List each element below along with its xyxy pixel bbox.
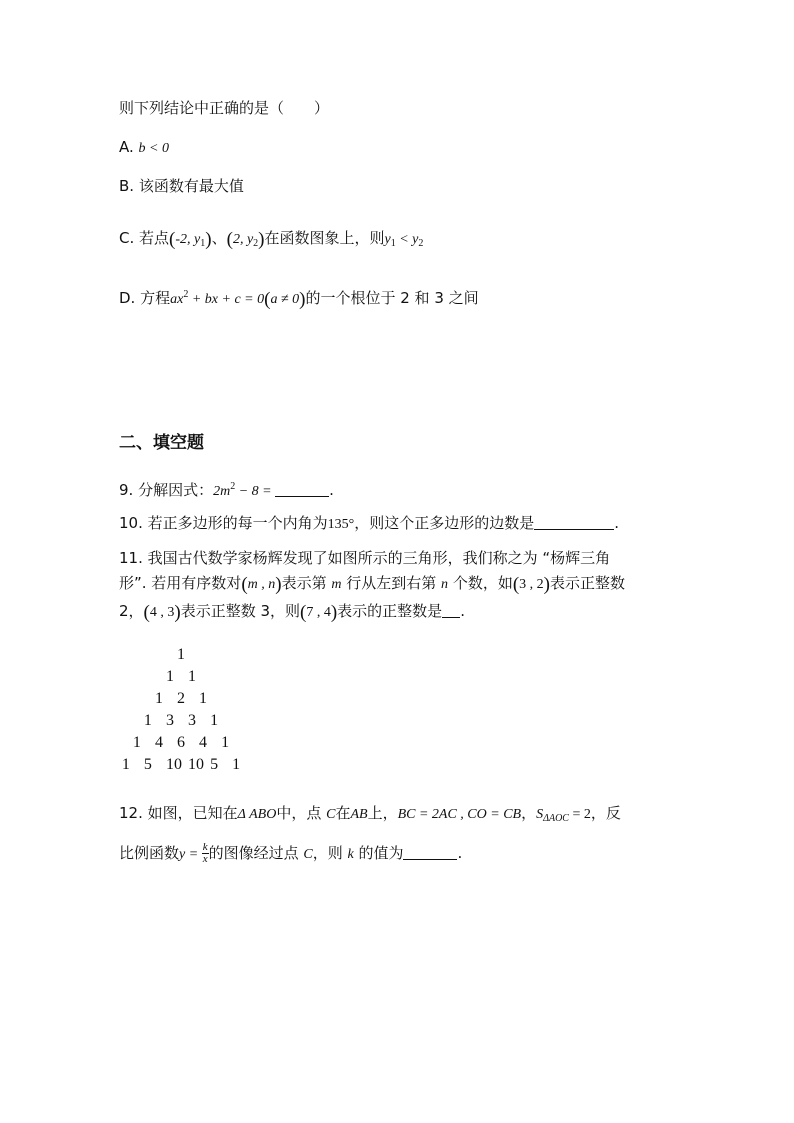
triangle-entry: 2 — [177, 690, 185, 707]
section-heading: 二、填空题 — [119, 433, 204, 453]
ordered-pair: 3 , 2 — [519, 577, 544, 592]
triangle-entry: 1 — [154, 690, 163, 707]
triangle-entry: 3 — [188, 712, 197, 729]
triangle-entry: 10 — [165, 756, 182, 773]
separator: 、 — [211, 229, 227, 247]
ordered-pair: 7 , 4 — [306, 605, 331, 620]
option-math: b < 0 — [138, 141, 169, 156]
q10: 10. 若正多边形的每一个内角为135°，则这个正多边形的边数是 . — [119, 514, 620, 532]
option-text: 方程 — [140, 289, 171, 307]
q12-line-1: 12. 如图，已知在Δ ABO中，点 C在AB上，BC = 2AC , CO = CB，$S_{\Delta AOC} = 2$，反 — [119, 804, 621, 824]
fraction-k-over-x: $\frac{k}{x}$ — [202, 841, 208, 865]
question-number: 9. — [119, 481, 134, 499]
option-letter: B. — [119, 177, 135, 195]
triangle-entry: 1 — [221, 734, 230, 751]
triangle-entry: 1 — [121, 756, 130, 773]
option-letter: C. — [119, 229, 135, 247]
q8-stem: 则下列结论中正确的是（ ） — [119, 99, 330, 117]
triangle-entry: 10 — [188, 756, 205, 773]
option-text: 的一个根位于 2 和 3 之间 — [305, 289, 479, 307]
triangle-entry: 1 — [232, 756, 241, 773]
q8-option-d[interactable]: D. 方程$ax^2$ + bx + c = 0(a ≠ 0)的一个根位于 2 和 3 之间 — [119, 289, 479, 310]
conditions: BC = 2AC , CO = CB — [397, 807, 522, 822]
option-text: 该函数有最大值 — [138, 177, 244, 195]
q8-option-b[interactable] — [119, 176, 244, 196]
answer-blank[interactable] — [534, 513, 614, 530]
triangle-entry: 1 — [199, 690, 208, 707]
triangle-entry: 5 — [210, 756, 219, 773]
q11-line-2: 形”. 若用有序数对(m , n)表示第 m 行从左到右第 n 个数，如(3 , 2)表示正整数 — [119, 574, 625, 595]
q12-line-2: 比例函数y = $\frac{k}{x}$ 的图像经过点 C，则 k 的值为 . — [119, 841, 463, 865]
triangle-entry: 1 — [177, 646, 185, 663]
triangle-abo: Δ ABO — [237, 807, 277, 822]
angle: 135° — [327, 517, 355, 532]
triangle-entry: 3 — [165, 712, 174, 729]
triangle-entry: 4 — [199, 734, 208, 751]
ordered-pair: m , n — [247, 577, 276, 592]
option-letter: D. — [119, 289, 136, 307]
point-2: 2, y — [232, 232, 254, 247]
option-text: 在函数图象上，则 — [264, 229, 385, 247]
q8-option-a[interactable] — [119, 137, 169, 159]
triangle-entry: 5 — [143, 756, 152, 773]
triangle-entry: 4 — [154, 734, 163, 751]
triangle-entry: 1 — [210, 712, 219, 729]
triangle-entry: 1 — [188, 668, 197, 685]
triangle-entry: 1 — [132, 734, 141, 751]
q11-line-1: 11. 我国古代数学家杨辉发现了如图所示的三角形，我们称之为 “杨辉三角 — [119, 549, 611, 567]
triangle-entry: 1 — [143, 712, 152, 729]
area-symbol: S — [536, 807, 544, 822]
ordered-pair: 4 , 3 — [149, 605, 175, 620]
answer-blank[interactable] — [442, 601, 460, 618]
triangle-entry: 1 — [165, 668, 174, 685]
option-text: 若点 — [139, 229, 170, 247]
q9: 9. 分解因式：$2m^2 - 8$ = . — [119, 481, 334, 499]
q11-line-3: 2，(4 , 3)表示正整数 3，则(7 , 4)表示的正整数是 . — [119, 602, 465, 623]
point-1: -2, y — [175, 232, 201, 247]
option-letter: A. — [119, 138, 134, 156]
answer-blank[interactable] — [403, 843, 457, 860]
triangle-entry: 6 — [177, 734, 185, 751]
equation: ax — [170, 292, 184, 307]
question-number: 10. — [119, 514, 143, 532]
answer-blank[interactable] — [275, 480, 329, 497]
q8-option-c[interactable]: C. 若点(-2, $y_1$)、(2, $y_2$)在函数图象上，则$y_1 < y_2$ — [119, 229, 424, 250]
condition: a ≠ 0 — [270, 292, 300, 307]
